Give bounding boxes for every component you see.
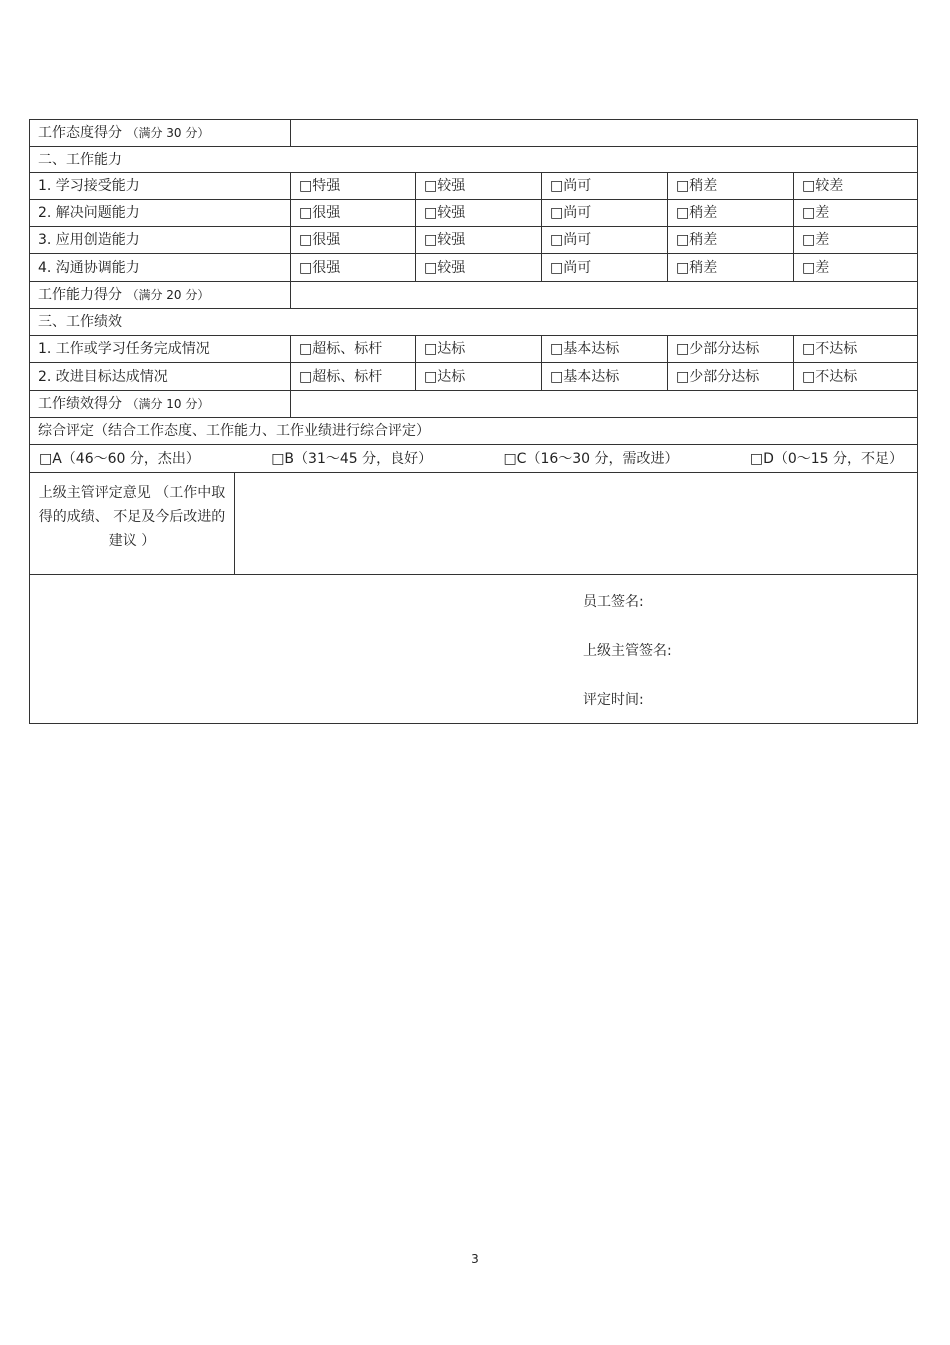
overall-heading: 综合评定（结合工作态度、工作能力、工作业绩进行综合评定）: [30, 418, 918, 445]
ability-option[interactable]: □较强: [416, 200, 542, 227]
overall-heading-row: [30, 418, 918, 445]
performance-heading: 三、工作绩效: [30, 309, 918, 336]
ability-option[interactable]: □尚可: [542, 173, 668, 200]
performance-option[interactable]: □少部分达标: [668, 336, 794, 363]
page-number: 3: [471, 1252, 479, 1266]
performance-option[interactable]: □不达标: [794, 363, 918, 391]
performance-score-row: [30, 391, 918, 418]
ability-score-label: 工作能力得分 （满分 20 分）: [30, 282, 291, 309]
supervisor-row: [30, 473, 918, 575]
ability-option[interactable]: □稍差: [668, 254, 794, 282]
ability-option[interactable]: □较强: [416, 173, 542, 200]
ability-option[interactable]: □差: [794, 254, 918, 282]
performance-label: 2. 改进目标达成情况: [30, 363, 291, 391]
ability-option[interactable]: □差: [794, 200, 918, 227]
overall-grades-row: [30, 445, 918, 473]
supervisor-comment-label: 上级主管评定意见 （工作中取得的成绩、 不足及今后改进的建议 ）: [30, 473, 235, 575]
attitude-score-label: 工作态度得分 （满分 30 分）: [30, 120, 291, 147]
evaluation-form: [29, 119, 918, 724]
ability-option[interactable]: □稍差: [668, 200, 794, 227]
signature-block: [30, 575, 918, 724]
performance-row-1: [30, 336, 918, 363]
ability-label: 2. 解决问题能力: [30, 200, 291, 227]
grade-option-a[interactable]: □A（46～60 分，杰出）: [39, 450, 200, 467]
ability-option[interactable]: □尚可: [542, 227, 668, 254]
ability-score-field[interactable]: [291, 282, 918, 309]
signature-row: [30, 575, 918, 724]
ability-label: 4. 沟通协调能力: [30, 254, 291, 282]
ability-row-2: [30, 200, 918, 227]
ability-label: 1. 学习接受能力: [30, 173, 291, 200]
performance-score-label: 工作绩效得分 （满分 10 分）: [30, 391, 291, 418]
performance-option[interactable]: □超标、标杆: [291, 363, 416, 391]
performance-row-2: [30, 363, 918, 391]
attitude-score-row: [30, 120, 918, 147]
performance-option[interactable]: □基本达标: [542, 363, 668, 391]
ability-option[interactable]: □尚可: [542, 254, 668, 282]
ability-row-4: [30, 254, 918, 282]
performance-option[interactable]: □达标: [416, 363, 542, 391]
grade-options: [30, 450, 917, 468]
ability-option[interactable]: □较差: [794, 173, 918, 200]
ability-option[interactable]: □较强: [416, 227, 542, 254]
ability-option[interactable]: □很强: [291, 254, 416, 282]
performance-option[interactable]: □不达标: [794, 336, 918, 363]
performance-option[interactable]: □少部分达标: [668, 363, 794, 391]
ability-option[interactable]: □差: [794, 227, 918, 254]
attitude-score-field[interactable]: [291, 120, 918, 147]
performance-score-field[interactable]: [291, 391, 918, 418]
performance-label: 1. 工作或学习任务完成情况: [30, 336, 291, 363]
overall-grades: [30, 445, 918, 473]
supervisor-signature-label: 上级主管签名:: [583, 643, 672, 659]
ability-option[interactable]: □很强: [291, 200, 416, 227]
evaluation-date-label: 评定时间:: [583, 692, 644, 708]
ability-heading-row: [30, 147, 918, 173]
ability-option[interactable]: □很强: [291, 227, 416, 254]
grade-option-c[interactable]: □C（16～30 分，需改进）: [503, 450, 679, 467]
ability-row-3: [30, 227, 918, 254]
ability-label: 3. 应用创造能力: [30, 227, 291, 254]
performance-option[interactable]: □超标、标杆: [291, 336, 416, 363]
ability-row-1: [30, 173, 918, 200]
ability-score-row: [30, 282, 918, 309]
ability-option[interactable]: □较强: [416, 254, 542, 282]
employee-signature-label: 员工签名:: [583, 594, 644, 610]
performance-option[interactable]: □达标: [416, 336, 542, 363]
ability-option[interactable]: □特强: [291, 173, 416, 200]
grade-option-d[interactable]: □D（0～15 分，不足）: [749, 450, 904, 467]
ability-heading: 二、工作能力: [30, 147, 918, 173]
performance-option[interactable]: □基本达标: [542, 336, 668, 363]
ability-option[interactable]: □稍差: [668, 227, 794, 254]
ability-option[interactable]: □稍差: [668, 173, 794, 200]
ability-option[interactable]: □尚可: [542, 200, 668, 227]
supervisor-comment-field[interactable]: [235, 473, 918, 575]
grade-option-b[interactable]: □B（31～45 分，良好）: [271, 450, 433, 467]
performance-heading-row: [30, 309, 918, 336]
